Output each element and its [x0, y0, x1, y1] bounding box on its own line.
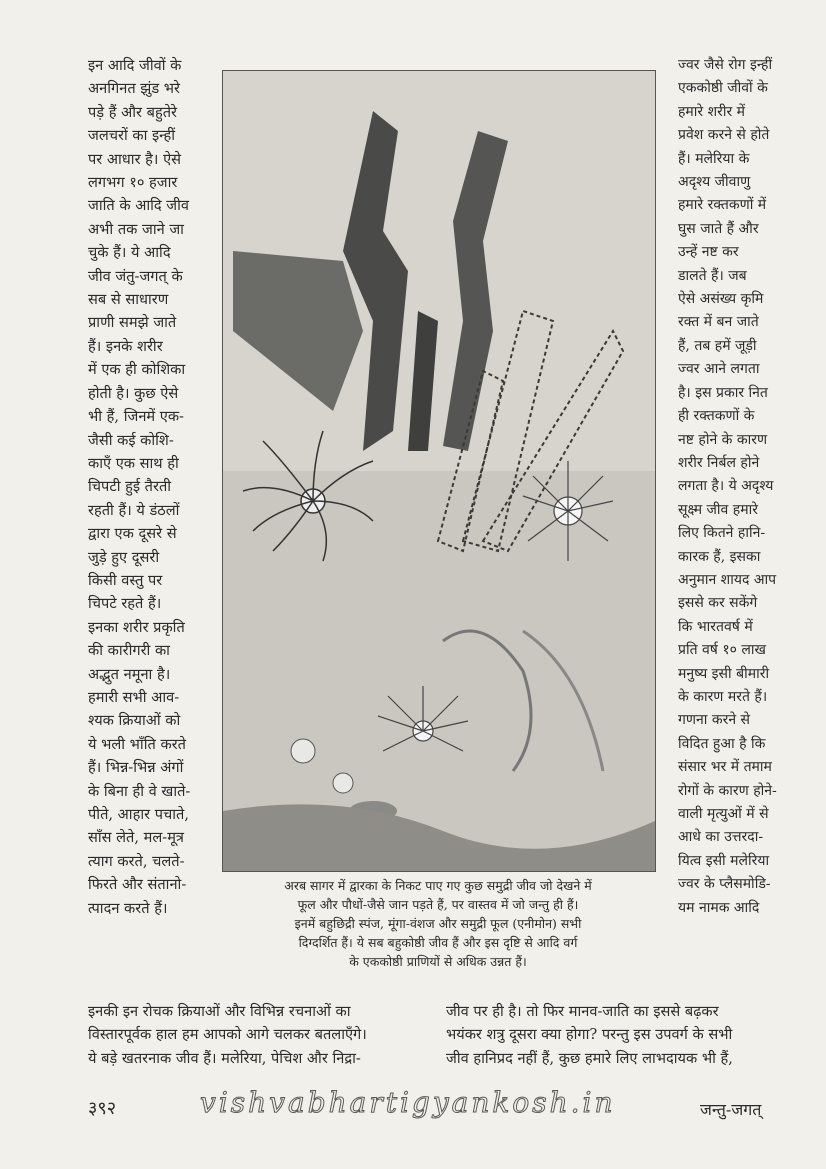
text-line: है। इस प्रकार नित	[678, 384, 768, 401]
text-line: हैं। भिन्न-भिन्न अंगों	[88, 759, 184, 777]
text-line: हमारे शरीर में	[678, 103, 746, 120]
text-line: हैं, तब हमें जूड़ी	[678, 337, 757, 354]
text-line: के बिना ही वे खाते-	[88, 782, 191, 800]
text-line: वाली मृत्युओं में से	[678, 806, 769, 822]
text-line: पीते, आहार पचाते,	[88, 806, 190, 823]
text-line: संसार भर में तमाम	[678, 759, 772, 776]
illustration-drawing	[223, 71, 655, 871]
text-line: विस्तारपूर्वक हाल हम आपको आगे चलकर बतलाएँगे।	[88, 1026, 367, 1044]
text-line: चिपटी हुई तैरती	[88, 478, 172, 496]
text-line: घुस जाते हैं और	[678, 220, 759, 237]
text-line: एककोष्ठी जीवों के	[678, 80, 768, 97]
text-line: उन्हें नष्ट कर	[678, 244, 739, 261]
text-line: ज्वर के प्लैसमोडि-	[678, 876, 771, 893]
caption-line: अरब सागर में द्वारका के निकट पाए गए कुछ समुद्री जीव जो देखने में	[284, 878, 592, 893]
text-line: डालते हैं। जब	[678, 267, 747, 284]
text-line: मनुष्य इसी बीमारी	[678, 665, 770, 682]
text-line: लगता है। ये अदृश्य	[678, 478, 774, 495]
text-line: रक्त में बन जाते	[678, 314, 759, 331]
text-line: की कारीगरी का	[88, 642, 170, 660]
text-line: कारक हैं, इसका	[678, 548, 761, 565]
text-line: त्पादन करते हैं।	[88, 899, 168, 917]
watermark-text: vishvabhartigyankosh.in	[200, 1086, 616, 1119]
text-line: ज्वर आने लगता	[678, 361, 760, 378]
text-line: हैं। इनके शरीर	[88, 337, 163, 355]
text-line: जीव हानिप्रद नहीं हैं, कुछ हमारे लिए लाभदायक भी हैं,	[446, 1049, 733, 1067]
text-line: इन आदि जीवों के	[88, 57, 182, 74]
text-line: शरीर निर्बल होने	[678, 454, 760, 471]
text-line: लिए कितने हानि-	[678, 525, 766, 542]
text-line: जुड़े हुए दूसरी	[88, 548, 160, 566]
text-line: ये भली भाँति करते	[88, 735, 186, 753]
text-line: सूक्ष्म जीव हमारे	[678, 501, 758, 518]
text-line: द्वारा एक दूसरे से	[88, 525, 177, 543]
text-line: कि भारतवर्ष में	[678, 618, 753, 635]
text-line: अद्भुत नमूना है।	[88, 665, 171, 683]
shell	[291, 739, 315, 763]
text-line: किसी वस्तु पर	[88, 571, 163, 589]
text-line: प्राणी समझे जाते	[88, 314, 177, 332]
text-line: के कारण मरते हैं।	[678, 688, 768, 705]
text-line: त्याग करते, चलते-	[88, 852, 185, 870]
text-line: रहती हैं। ये डंठलों	[88, 501, 180, 519]
text-line: ज्वर जैसे रोग इन्हीं	[678, 57, 773, 73]
text-line: इससे कर सकेंगे	[678, 595, 758, 612]
left-text-column	[88, 54, 218, 920]
shell	[333, 773, 353, 793]
text-line: जीव जंतु-जगत् के	[88, 267, 183, 285]
text-line: इनका शरीर प्रकृति	[88, 618, 185, 636]
page-number: ३९२	[88, 1098, 117, 1119]
text-line: यम नामक आदि	[678, 899, 760, 916]
running-title: जन्तु-जगत्	[700, 1100, 762, 1119]
figure-caption	[222, 876, 654, 971]
text-line: श्यक क्रियाओं को	[88, 712, 181, 730]
caption-line: के एककोष्ठी प्राणियों से अधिक उन्नत हैं।	[349, 954, 527, 969]
text-line: पर आधार है। ऐसे	[88, 150, 182, 168]
text-line: साँस लेते, मल-मूत्र	[88, 829, 184, 847]
text-line: यित्व इसी मलेरिया	[678, 852, 770, 869]
text-line: गणना करने से	[678, 712, 751, 729]
caption-line: इनमें बहुछिद्री स्पंज, मूंगा-वंशज और समुद्री फूल (एनीमोन) सभी	[294, 916, 582, 931]
text-line: प्रवेश करने से होते	[678, 127, 770, 144]
text-line: जाति के आदि जीव	[88, 197, 189, 215]
text-line: रोगों के कारण होने-	[678, 782, 777, 799]
text-line: पड़े हैं और बहुतेरे	[88, 103, 178, 121]
text-line: सब से साधारण	[88, 291, 169, 309]
text-line: लगभग १० हजार	[88, 174, 178, 192]
text-line: जीव पर ही है। तो फिर मानव-जाति का इससे बढ़कर	[446, 1003, 719, 1020]
text-line: इनकी इन रोचक क्रियाओं और विभिन्न रचनाओं का	[88, 1003, 351, 1020]
text-line: हमारी सभी आव-	[88, 688, 180, 706]
text-line: ये बड़े खतरनाक जीव हैं। मलेरिया, पेचिश और निद्रा-	[88, 1049, 361, 1067]
bottom-left-paragraph	[88, 1000, 438, 1070]
text-line: चुके हैं। ये आदि	[88, 244, 171, 262]
text-line: अभी तक जाने जा	[88, 220, 184, 238]
bottom-right-paragraph	[446, 1000, 782, 1070]
text-line: अनुमान शायद आप	[678, 571, 777, 588]
text-line: ऐसे असंख्य कृमि	[678, 291, 764, 308]
text-line: होती है। कुछ ऐसे	[88, 384, 179, 402]
text-line: हमारे रक्तकणों में	[678, 197, 767, 214]
sea-creatures-illustration	[222, 70, 656, 872]
caption-line: दिग्दर्शित हैं। ये सब बहुकोष्ठी जीव हैं और इस दृष्टि से आदि वर्ग	[298, 935, 578, 950]
text-line: प्रति वर्ष १० लाख	[678, 642, 766, 659]
caption-line: फूल और पौधों-जैसे जान पड़ते हैं, पर वास्तव में जो जन्तु ही हैं।	[297, 897, 579, 912]
text-line: आधे का उत्तरदा-	[678, 829, 764, 846]
text-line: भयंकर शत्रु दूसरा क्या होगा? परन्तु इस उपवर्ग के सभी	[446, 1026, 733, 1044]
text-line: काएँ एक साथ ही	[88, 454, 179, 472]
right-text-column	[678, 54, 780, 920]
text-line: भी हैं, जिनमें एक-	[88, 408, 184, 426]
text-line: जैसी कई कोशि-	[88, 431, 174, 449]
text-line: नष्ट होने के कारण	[678, 431, 768, 448]
text-line: चिपटे रहते हैं।	[88, 595, 162, 613]
text-line: में एक ही कोशिका	[88, 361, 186, 379]
text-line: अदृश्य जीवाणु	[678, 174, 751, 191]
text-line: अनगिनत झुंड भरे	[88, 80, 181, 98]
text-line: हैं। मलेरिया के	[678, 150, 750, 167]
text-line: जलचरों का इन्हीं	[88, 127, 176, 145]
text-line: विदित हुआ है कि	[678, 735, 766, 752]
text-line: फिरते और संतानो-	[88, 876, 187, 894]
text-line: ही रक्तकणों के	[678, 408, 755, 425]
